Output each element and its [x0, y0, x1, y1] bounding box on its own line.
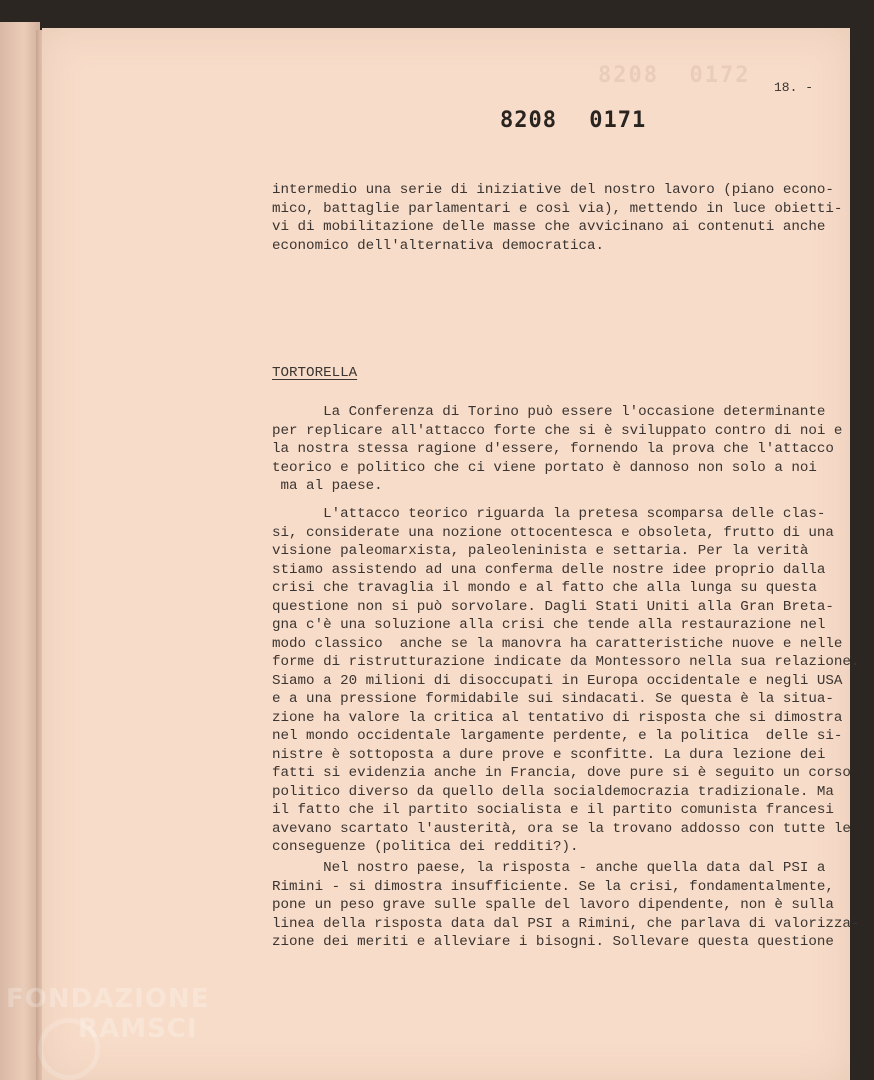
text-line: Siamo a 20 milioni di disoccupati in Europa occidentale e negli USA: [272, 672, 843, 689]
text-line: il fatto che il partito socialista e il partito comunista francesi: [272, 802, 834, 818]
text-line: la nostra stessa ragione d'essere, fornendo la prova che l'attacco: [272, 441, 834, 457]
text-line: Nel nostro paese, la risposta - anche quella data dal PSI a: [272, 860, 826, 876]
text-line: e a una pressione formidabile sui sindacati. Se questa è la situa-: [272, 691, 834, 707]
text-line: stiamo assistendo ad una conferma delle nostre idee proprio dalla: [272, 561, 826, 578]
fondazione-gramsci-watermark: FONDAZIONE RAMSCI: [6, 984, 210, 1044]
text-line: ma al paese.: [272, 478, 383, 494]
text-line: La Conferenza di Torino può essere l'occasione determinante: [272, 404, 826, 420]
page-number: 18. -: [774, 80, 814, 95]
text-line: nistre è sottoposta a dure prove e sconfitte. La dura lezione dei: [272, 746, 826, 763]
text-line: linea della risposta data dal PSI a Rimini, che parlava di valorizza-: [272, 915, 860, 932]
show-through-stamp: 8208 0172: [598, 63, 751, 88]
text-line: si, considerate una nozione ottocentesca e obsoleta, frutto di una: [272, 524, 834, 541]
text-line: visione paleomarxista, paleoleninista e settaria. Per la verità: [272, 543, 809, 559]
text-line: conseguenze (politica dei redditi?).: [272, 839, 579, 855]
text-line: forme di ristrutturazione indicate da Montessoro nella sua relazione.: [272, 654, 860, 670]
text-line: pone un peso grave sulle spalle del lavoro dipendente, non è sulla: [272, 897, 834, 913]
text-line: fatti si evidenzia anche in Francia, dove pure si è seguito un corso: [272, 765, 851, 781]
text-line: teorico e politico che ci viene portato è dannoso non solo a noi: [272, 459, 817, 476]
stamp-left-number: 8208: [500, 108, 557, 133]
stamp-right-number: 0171: [589, 108, 647, 133]
text-line: per replicare all'attacco forte che si è sviluppato contro di noi e: [272, 422, 843, 439]
text-line: intermedio una serie di iniziative del nostro lavoro (piano econo-: [272, 182, 834, 198]
text-line: L'attacco teorico riguarda la pretesa scomparsa delle clas-: [272, 506, 826, 522]
text-line: zione dei meriti e alleviare i bisogni. Sollevare questa questione: [272, 934, 834, 950]
speaker-heading: TORTORELLA: [272, 365, 358, 381]
facing-page: [0, 22, 40, 1080]
text-line: questione non si può sorvolare. Dagli Stati Uniti alla Gran Breta-: [272, 598, 834, 615]
text-line: vi di mobilitazione delle masse che avvicinano ai contenuti anche: [272, 219, 826, 235]
text-line: modo classico anche se la manovra ha caratteristiche nuove e nelle: [272, 635, 843, 652]
text-line: economico dell'alternativa democratica.: [272, 237, 605, 254]
text-line: mico, battaglie parlamentari e così via), mettendo in luce obietti-: [272, 200, 843, 217]
text-line: gna c'è una soluzione alla crisi che tende alla restaurazione nel: [272, 617, 826, 633]
text-line: crisi che travaglia il mondo e al fatto che alla lunga su questa: [272, 580, 817, 596]
text-line: politico diverso da quello della socialdemocrazia tradizionale. Ma: [272, 783, 834, 800]
text-line: zione ha valore la critica al tentativo di risposta che si dimostra: [272, 709, 843, 726]
archive-stamp: [500, 108, 664, 133]
text-line: avevano scartato l'austerità, ora se la trovano addosso con tutte le: [272, 820, 851, 837]
text-line: nel mondo occidentale largamente perdente, e la politica delle si-: [272, 728, 843, 744]
text-line: Rimini - si dimostra insufficiente. Se la crisi, fondamentalmente,: [272, 878, 834, 895]
